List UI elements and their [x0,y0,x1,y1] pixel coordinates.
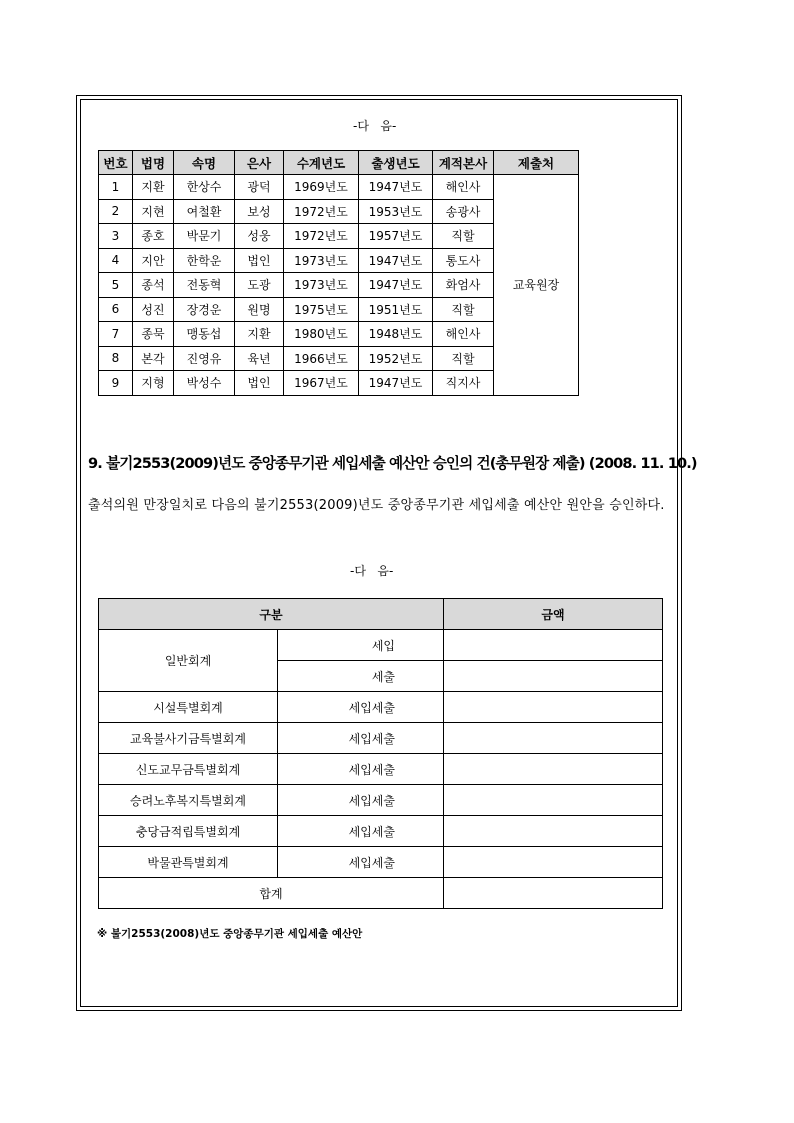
cell-ordination-year: 1972년도 [284,199,359,224]
cell-teacher: 보성 [235,199,284,224]
cell-ordination-year: 1969년도 [284,175,359,200]
table-row [99,816,663,847]
col-header-submit-to: 제출처 [494,151,579,175]
cell-birth-year: 1947년도 [359,371,433,396]
cell-head-temple: 화엄사 [433,273,494,298]
cell-number: 5 [99,273,133,298]
account-label: 신도교무금특별회계 [99,754,278,785]
cell-teacher: 도광 [235,273,284,298]
cell-number: 8 [99,346,133,371]
cell-birth-year: 1952년도 [359,346,433,371]
col-header-ordination-year: 수계년도 [284,151,359,175]
revenue-expenditure-label: 세입세출 [278,847,444,878]
table-row [99,754,663,785]
total-label: 합계 [99,878,444,909]
col-header-category: 구분 [99,599,444,630]
cell-birth-year: 1948년도 [359,322,433,347]
footnote: ※ 불기2553(2008)년도 중앙종무기관 세입세출 예산안 [97,928,363,940]
cell-ordination-year: 1972년도 [284,224,359,249]
cell-ordination-year: 1973년도 [284,248,359,273]
cell-teacher: 법인 [235,371,284,396]
account-label: 박물관특별회계 [99,847,278,878]
cell-head-temple: 해인사 [433,175,494,200]
cell-ordination-year: 1967년도 [284,371,359,396]
cell-dharma-name: 종호 [133,224,174,249]
revenue-label: 세입 [278,630,444,661]
cell-number: 2 [99,199,133,224]
amount-cell [444,785,663,816]
dagum-heading: -다 음- [353,119,397,133]
cell-birth-year: 1951년도 [359,297,433,322]
amount-cell [444,723,663,754]
amount-cell [444,692,663,723]
account-label: 시설특별회계 [99,692,278,723]
total-row [99,878,663,909]
member-table-header [99,151,579,175]
cell-ordination-year: 1975년도 [284,297,359,322]
cell-teacher: 육년 [235,346,284,371]
cell-birth-year: 1957년도 [359,224,433,249]
cell-birth-year: 1953년도 [359,199,433,224]
cell-dharma-name: 종묵 [133,322,174,347]
cell-head-temple: 직지사 [433,371,494,396]
cell-number: 3 [99,224,133,249]
section-title: 9. 불기2553(2009)년도 중앙종무기관 세입세출 예산안 승인의 건(총무원장 제출) (2008. 11. 10.) [88,455,697,472]
cell-birth-year: 1947년도 [359,248,433,273]
amount-cell [444,847,663,878]
cell-head-temple: 송광사 [433,199,494,224]
cell-head-temple: 통도사 [433,248,494,273]
cell-number: 4 [99,248,133,273]
account-label: 교육불사기금특별회계 [99,723,278,754]
revenue-expenditure-label: 세입세출 [278,723,444,754]
cell-ordination-year: 1973년도 [284,273,359,298]
table-row [99,692,663,723]
table-row [99,630,663,661]
amount-cell [444,754,663,785]
revenue-expenditure-label: 세입세출 [278,754,444,785]
cell-teacher: 법인 [235,248,284,273]
table-row [99,723,663,754]
cell-secular-name: 박성수 [174,371,235,396]
amount-cell [444,630,663,661]
budget-table-header [99,599,663,630]
cell-teacher: 성웅 [235,224,284,249]
dagum-heading-2: -다 음- [350,564,394,578]
col-header-dharma-name: 법명 [133,151,174,175]
cell-secular-name: 박문기 [174,224,235,249]
cell-birth-year: 1947년도 [359,175,433,200]
general-account-label: 일반회계 [99,630,278,692]
cell-dharma-name: 지안 [133,248,174,273]
budget-table [98,598,663,909]
cell-number: 6 [99,297,133,322]
cell-number: 1 [99,175,133,200]
account-label: 충당금적립특별회계 [99,816,278,847]
member-table [98,150,579,396]
col-header-number: 번호 [99,151,133,175]
col-header-amount: 금액 [444,599,663,630]
cell-dharma-name: 지형 [133,371,174,396]
amount-cell [444,816,663,847]
cell-head-temple: 직할 [433,297,494,322]
cell-head-temple: 직할 [433,346,494,371]
cell-teacher: 광덕 [235,175,284,200]
col-header-birth-year: 출생년도 [359,151,433,175]
cell-submit-to: 교육원장 [494,175,579,396]
cell-head-temple: 직할 [433,224,494,249]
cell-birth-year: 1947년도 [359,273,433,298]
cell-secular-name: 맹동섭 [174,322,235,347]
table-row [99,847,663,878]
cell-secular-name: 한학운 [174,248,235,273]
revenue-expenditure-label: 세입세출 [278,692,444,723]
account-label: 승려노후복지특별회계 [99,785,278,816]
col-header-teacher: 은사 [235,151,284,175]
cell-teacher: 지환 [235,322,284,347]
cell-number: 9 [99,371,133,396]
cell-secular-name: 장경운 [174,297,235,322]
cell-ordination-year: 1966년도 [284,346,359,371]
cell-dharma-name: 종석 [133,273,174,298]
revenue-expenditure-label: 세입세출 [278,816,444,847]
table-row [99,175,579,200]
col-header-head-temple: 계적본사 [433,151,494,175]
total-amount-cell [444,878,663,909]
amount-cell [444,661,663,692]
expenditure-label: 세출 [278,661,444,692]
cell-dharma-name: 성진 [133,297,174,322]
revenue-expenditure-label: 세입세출 [278,785,444,816]
section-body: 출석의원 만장일치로 다음의 불기2553(2009)년도 중앙종무기관 세입세출 예산안 원안을 승인하다. [88,498,665,513]
cell-dharma-name: 지환 [133,175,174,200]
cell-ordination-year: 1980년도 [284,322,359,347]
cell-number: 7 [99,322,133,347]
cell-secular-name: 여철환 [174,199,235,224]
col-header-secular-name: 속명 [174,151,235,175]
cell-secular-name: 진영유 [174,346,235,371]
cell-dharma-name: 지현 [133,199,174,224]
table-row [99,785,663,816]
cell-head-temple: 해인사 [433,322,494,347]
cell-secular-name: 전동혁 [174,273,235,298]
cell-secular-name: 한상수 [174,175,235,200]
cell-teacher: 원명 [235,297,284,322]
cell-dharma-name: 본각 [133,346,174,371]
